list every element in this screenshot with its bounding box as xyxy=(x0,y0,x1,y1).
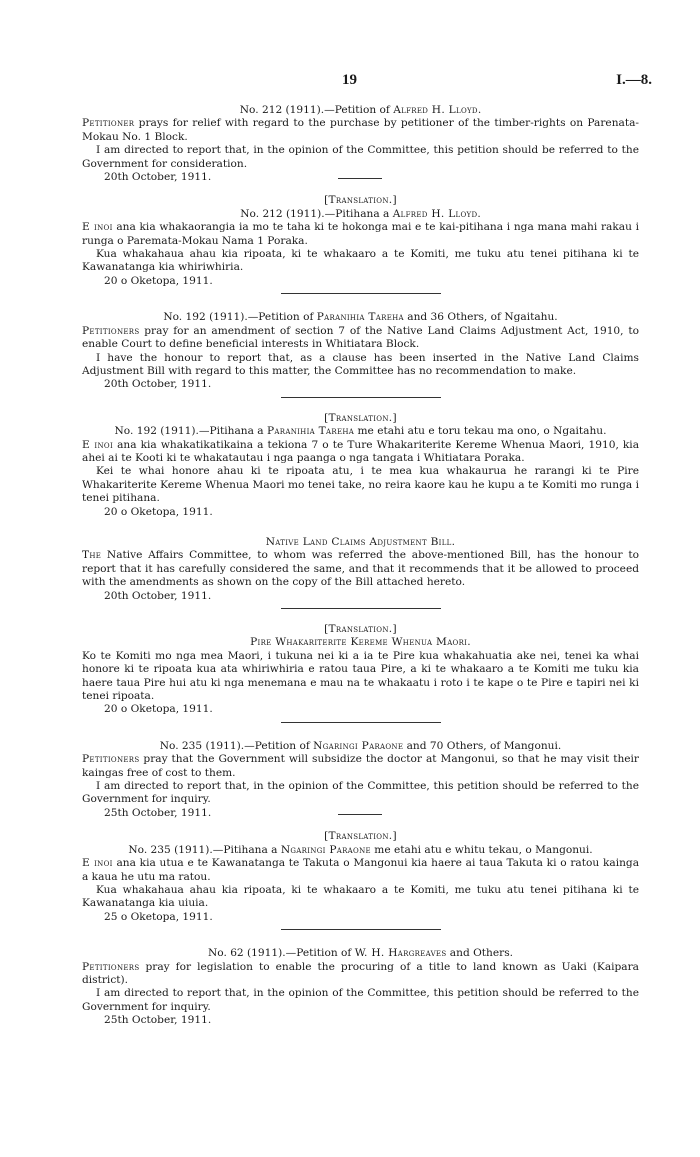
report-text: Kua whakahaua ahau kia ripoata, ki te whakaaro a te Komiti, me tuku atu tenei pitihana ki te Kawanatanga kia whiriwhiria. xyxy=(82,248,639,274)
section-date: 20 o Oketopa, 1911. xyxy=(104,703,213,716)
report-text: Kei te whai honore ahau ki te ripoata atu, i te mea kua whakaurua he rarangi ki te Pire Whakariterite Kereme Whenua Maori mo tenei take, no reira kaore kau he kupu a te Komiti mo runga i tenei pitihana. xyxy=(82,465,639,505)
petitioner-name: Alfred H. Lloyd xyxy=(393,104,478,116)
petition-192-english xyxy=(82,311,639,397)
section-date: 25th October, 1911. xyxy=(104,806,212,819)
section-date: 25th October, 1911. xyxy=(104,1014,212,1027)
report-text: I have the honour to report that, as a clause has been inserted in the Native Land Claims Adjustment Bill with regard to this matter, the Committee has no recommendation to make. xyxy=(82,351,639,377)
date-row xyxy=(82,171,639,184)
section-title: No. 192 (1911).—Petition of Paranihia Tareha and 36 Others, of Ngaitahu. xyxy=(163,311,558,324)
section-date: 20th October, 1911. xyxy=(104,171,212,184)
petition-192-translation xyxy=(82,412,639,519)
section-title: No. 212 (1911).—Petition of Alfred H. Lloyd. xyxy=(239,104,482,116)
petitioner-name: Paranihia Tareha xyxy=(316,311,404,324)
petition-text: Petitioner prays for relief with regard to the purchase by petitioner of the timber-rights on Parenata-Mokau No. 1 Block. xyxy=(82,117,639,143)
section-title: No. 62 (1911).—Petition of W. H. Hargreaves and Others. xyxy=(208,947,513,960)
section-title: No. 235 (1911).—Petition of Ngaringi Paraone and 70 Others, of Mangonui. xyxy=(159,739,562,752)
report-text: Ko te Komiti mo nga mea Maori, i tukuna nei ki a ia te Pire kua whakahuatia ake nei, tenei ka whai honore ki te ripoata kua ata whiriwhiria e ratou taua Pire, a ki te whakaaro a te Komiti me tuku kia haere taua Pire hui atu ki nga menemana e mau na te whakaatu i roto i te kape o te Pire e tapiri nei ki tenei ripoata. xyxy=(82,649,639,703)
section-title: No. 212 (1911).—Pitihana a Alfred H. Lloyd. xyxy=(240,207,481,220)
petition-text: Petitioners pray that the Government will subsidize the doctor at Mangonui, so that he may visit their kaingas free of cost to them. xyxy=(82,753,639,779)
petitioner-name: Paranihia Tareha xyxy=(266,425,355,438)
petitioner-name: W. H. Hargreaves xyxy=(354,947,447,960)
translation-label: [Translation.] xyxy=(324,830,397,843)
section-date: 20th October, 1911. xyxy=(104,378,212,391)
translation-label: [Translation.] xyxy=(324,194,397,207)
petition-212-english xyxy=(82,104,639,184)
petition-text: E inoi ana kia whakaorangia ia mo te taha ki te hokonga mai e te kai-pitihana i nga mana mahi rakau i runga o Paremata-Mokau Nama 1 Poraka. xyxy=(82,221,639,247)
date-row xyxy=(82,807,639,820)
land-claims-bill-translation xyxy=(82,623,639,723)
report-text: I am directed to report that, in the opinion of the Committee, this petition should be referred to the Government for inquiry. xyxy=(82,987,639,1013)
land-claims-bill-english xyxy=(82,536,639,609)
petition-text: Petitioners pray for an amendment of section 7 of the Native Land Claims Adjustment Act, 1910, to enable Court to define beneficial interests in Whitiatara Block. xyxy=(82,324,639,351)
report-text: Kua whakahaua ahau kia ripoata, ki te whakaaro a te Komiti, me tuku atu tenei pitihana ki te Kawanatanga kia uiuia. xyxy=(82,883,639,910)
petition-235-english xyxy=(82,740,639,820)
report-text: The Native Affairs Committee, to whom was referred the above-mentioned Bill, has the honour to report that it has carefully considered the same, and that it recommends that it be allowed to proceed with the amendments as shown on the copy of the Bill attached hereto. xyxy=(82,549,639,589)
section-title: Native Land Claims Adjustment Bill. xyxy=(265,535,456,548)
petitioner-name: Alfred H. Lloyd xyxy=(392,207,478,220)
short-divider xyxy=(338,178,382,179)
petition-text: E inoi ana kia whakatikatikaina a tekiona 7 o te Ture Whakariterite Kereme Whenua Maori, 1910, kia ahei ai te Kooti ki te whakatautau i nga paanga o nga tangata i Whitiatara Poraka. xyxy=(82,438,640,464)
petition-62-english xyxy=(82,947,639,1027)
translation-label: [Translation.] xyxy=(324,411,397,424)
page-number: 19 xyxy=(342,72,357,88)
paper-reference: I.—8. xyxy=(616,72,652,88)
petition-text: Petitioners pray for legislation to enable the procuring of a title to land known as Uaki (Kaipara district). xyxy=(82,960,639,986)
page-header xyxy=(0,74,700,92)
section-title: No. 192 (1911).—Pitihana a Paranihia Tareha me etahi atu e toru tekau ma ono, o Ngaitahu. xyxy=(114,425,607,438)
section-title: No. 235 (1911).—Pitihana a Ngaringi Paraone me etahi atu e whitu tekau, o Mangonui. xyxy=(128,843,593,856)
section-date: 20th October, 1911. xyxy=(104,589,212,602)
section-title: Pire Whakariterite Kereme Whenua Maori. xyxy=(250,636,471,649)
petitioner-name: Ngaringi Paraone xyxy=(313,739,404,752)
petition-text: E inoi ana kia utua e te Kawanatanga te Takuta o Mangonui kia haere ai taua Takuta ki o ratou kainga a kaua he utu ma ratou. xyxy=(82,857,640,883)
petition-235-translation xyxy=(82,830,639,930)
report-text: I am directed to report that, in the opinion of the Committee, this petition should be referred to the Government for inquiry. xyxy=(82,780,639,806)
petition-212-translation xyxy=(82,194,639,294)
translation-label: [Translation.] xyxy=(324,623,397,635)
section-date: 20 o Oketopa, 1911. xyxy=(104,505,213,518)
section-date: 20 o Oketopa, 1911. xyxy=(104,274,213,287)
short-divider xyxy=(338,814,382,815)
document-content xyxy=(82,104,639,1028)
petitioner-name: Ngaringi Paraone xyxy=(280,843,371,856)
report-text: I am directed to report that, in the opinion of the Committee, this petition should be referred to the Government for consideration. xyxy=(82,144,639,170)
section-date: 25 o Oketopa, 1911. xyxy=(104,910,213,923)
